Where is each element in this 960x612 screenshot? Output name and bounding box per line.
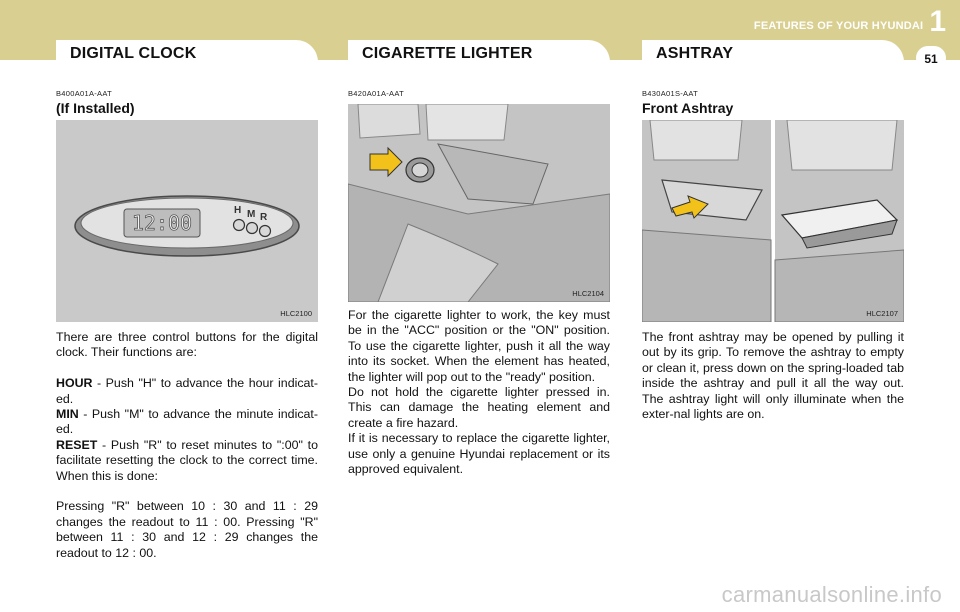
hour-paragraph	[56, 376, 318, 407]
digital-clock-illustration	[56, 120, 318, 322]
min-label: MIN	[56, 407, 79, 422]
tab-ashtray-label: ASHTRAY	[656, 45, 734, 62]
hour-label: HOUR	[56, 376, 93, 391]
lighter-paragraph-1: For the cigarette lighter to work, the key must be in the "ACC" position or the "ON" position. To use the cigarette lighter, push it all the way into its socket. When the element has heated, the lighter will pop out to the "ready" position.	[348, 308, 610, 384]
clock-subtitle: (If Installed)	[56, 100, 135, 116]
reset-paragraph	[56, 438, 318, 484]
button-letter-r: R	[260, 212, 268, 223]
front-ashtray-figure	[642, 120, 904, 322]
hour-text: - Push "H" to advance the hour indicat-ed.	[56, 376, 318, 406]
tab-cigarette-lighter-label: CIGARETTE LIGHTER	[362, 45, 533, 62]
section-code-lighter: B420A01A-AAT	[348, 89, 404, 98]
section-code-clock: B400A01A-AAT	[56, 89, 112, 98]
button-letter-h: H	[234, 205, 242, 216]
lighter-paragraph-3: If it is necessary to replace the cigarette lighter, use only a genuine Hyundai replacement or its approved equivalent.	[348, 431, 610, 477]
ashtray-body-text	[642, 330, 904, 422]
ashtray-subtitle: Front Ashtray	[642, 100, 734, 116]
figure-label-clock: HLC2100	[280, 309, 312, 318]
button-letter-m: M	[247, 209, 256, 220]
lighter-body-text	[348, 308, 610, 477]
page-number: 51	[916, 46, 946, 70]
watermark: carmanualsonline.info	[721, 582, 942, 607]
reset-button-icon	[260, 226, 271, 237]
clock-body-text	[56, 330, 318, 561]
reset-label: RESET	[56, 437, 98, 452]
hour-button-icon	[234, 220, 245, 231]
figure-label-ashtray: HLC2107	[866, 309, 898, 318]
front-ashtray-illustration	[642, 120, 904, 322]
figure-label-lighter: HLC2104	[572, 289, 604, 298]
tab-digital-clock-label: DIGITAL CLOCK	[70, 45, 197, 62]
lighter-paragraph-2: Do not hold the cigarette lighter pressed in. This can damage the heating element and create a fire hazard.	[348, 385, 610, 430]
section-title: FEATURES OF YOUR HYUNDAI	[753, 20, 924, 32]
cigarette-lighter-figure	[348, 104, 610, 302]
reset-text: - Push "R" to reset minutes to ":00" to facilitate resetting the clock to the correct time. When this is done:	[56, 437, 318, 483]
chapter-number: 1	[929, 5, 946, 38]
ashtray-paragraph: The front ashtray may be opened by pulling it out by its grip. To remove the ashtray to empty or clean it, press down on the spring-loaded tab inside the ashtray and pull it all the way out. The ashtray light will only illuminate when the exter-nal lights are on.	[642, 330, 904, 422]
digital-clock-figure	[56, 120, 318, 322]
clock-display-text: 12:00	[131, 211, 193, 235]
min-paragraph	[56, 407, 318, 438]
minute-button-icon	[247, 223, 258, 234]
pressing-paragraph: Pressing "R" between 10 : 30 and 11 : 29 changes the readout to 11 : 00. Pressing "R" between 11 : 30 and 12 : 29 changes the readout to 12 : 00.	[56, 499, 318, 560]
clock-intro: There are three control buttons for the digital clock. Their functions are:	[56, 330, 318, 360]
tab-ashtray	[642, 40, 904, 69]
tab-digital-clock	[56, 40, 318, 69]
tab-cigarette-lighter	[348, 40, 610, 69]
running-header	[753, 5, 946, 38]
section-code-ashtray: B430A01S-AAT	[642, 89, 698, 98]
cigarette-lighter-illustration	[348, 104, 610, 302]
min-text: - Push "M" to advance the minute indicat-ed.	[56, 407, 318, 437]
